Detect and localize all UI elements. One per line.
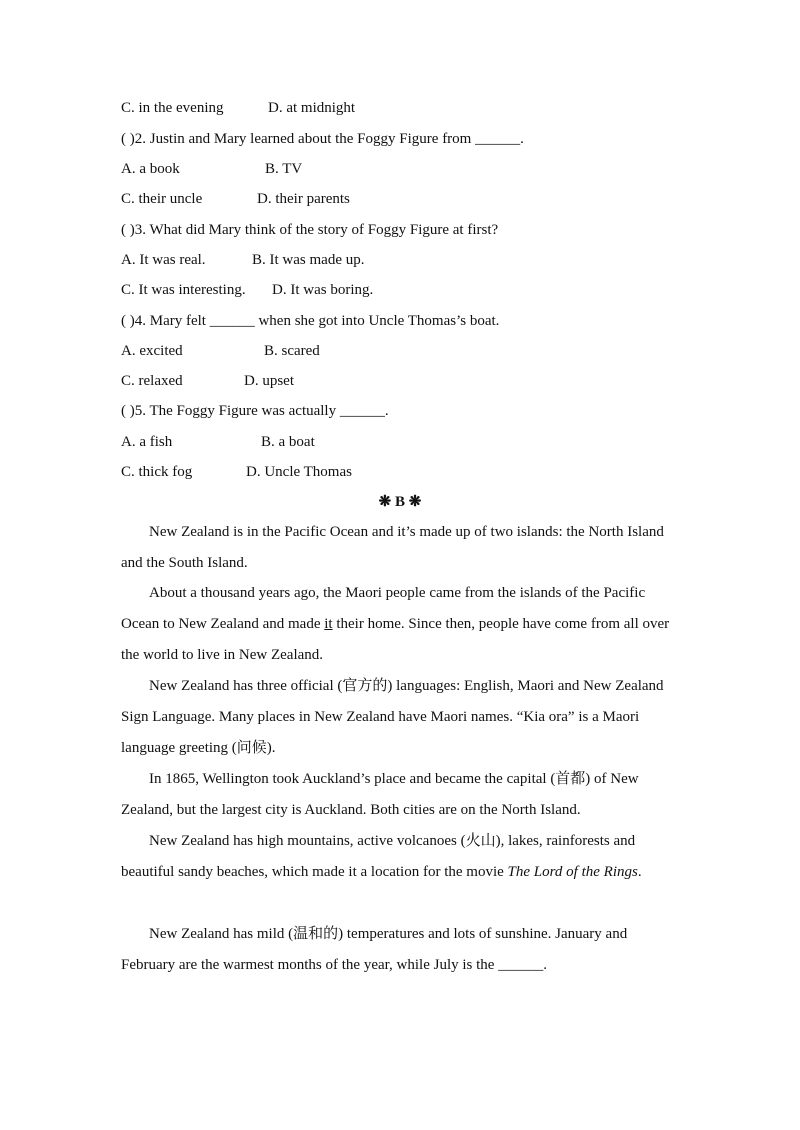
- q3-option-a: A. It was real.: [121, 252, 206, 268]
- passage-paragraph-5: [121, 826, 681, 888]
- q1-option-c: C. in the evening: [121, 100, 224, 116]
- q5-option-b: B. a boat: [261, 434, 315, 450]
- q2-stem: ( )2. Justin and Mary learned about the Foggy Figure from ______.: [121, 131, 524, 147]
- paragraph-5-text-start: New Zealand has high mountains, active volcanoes (火山), lakes, rainforests and beautiful sandy beaches, which made it a location for the movie: [121, 833, 636, 880]
- passage-paragraph-4: In 1865, Wellington took Auckland’s place and became the capital (首都) of New Zealand, but the largest city is Auckland. Both cities are on the North Island.: [121, 771, 639, 818]
- q4-option-b: B. scared: [264, 343, 320, 359]
- q3-option-c: C. It was interesting.: [121, 282, 246, 298]
- q5-option-c: C. thick fog: [121, 464, 193, 480]
- q5-option-d: D. Uncle Thomas: [246, 464, 352, 480]
- paragraph-2-text-end: their home. Since then, people have come from all over the world to live in New Zealand.: [121, 616, 670, 663]
- passage-paragraph-1: New Zealand is in the Pacific Ocean and it’s made up of two islands: the North Island and the South Island.: [121, 524, 664, 571]
- q2-option-d: D. their parents: [257, 191, 350, 207]
- q2-option-c: C. their uncle: [121, 191, 203, 207]
- passage-paragraph-3: New Zealand has three official (官方的) languages: English, Maori and New Zealand Sign Language. Many places in New Zealand have Maori names. “Kia ora” is a Maori language greeting (问候).: [121, 678, 664, 756]
- section-b-heading: ❋ B ❋: [378, 494, 422, 510]
- underlined-word-it: it: [324, 616, 333, 632]
- q4-option-a: A. excited: [121, 343, 183, 359]
- q5-stem: ( )5. The Foggy Figure was actually ______.: [121, 403, 389, 419]
- q3-option-b: B. It was made up.: [252, 252, 365, 268]
- passage-paragraph-6: New Zealand has mild (温和的) temperatures and lots of sunshine. January and February are the warmest months of the year, while July is the ______.: [121, 926, 628, 973]
- q3-option-d: D. It was boring.: [272, 282, 374, 298]
- q4-stem: ( )4. Mary felt ______ when she got into Uncle Thomas’s boat.: [121, 313, 500, 329]
- passage-paragraph-2: [121, 578, 681, 671]
- movie-title: The Lord of the Rings: [507, 864, 638, 880]
- q1-option-d: D. at midnight: [268, 100, 356, 116]
- q4-option-d: D. upset: [244, 373, 294, 389]
- q2-option-a: A. a book: [121, 161, 180, 177]
- q5-option-a: A. a fish: [121, 434, 173, 450]
- q3-stem: ( )3. What did Mary think of the story of Foggy Figure at first?: [121, 222, 499, 238]
- q2-option-b: B. TV: [265, 161, 303, 177]
- q4-option-c: C. relaxed: [121, 373, 183, 389]
- paragraph-5-text-end: .: [637, 864, 642, 880]
- paragraph-2-text-start: About a thousand years ago, the Maori people came from the islands of the Pacific Ocean to New Zealand and made: [121, 585, 646, 632]
